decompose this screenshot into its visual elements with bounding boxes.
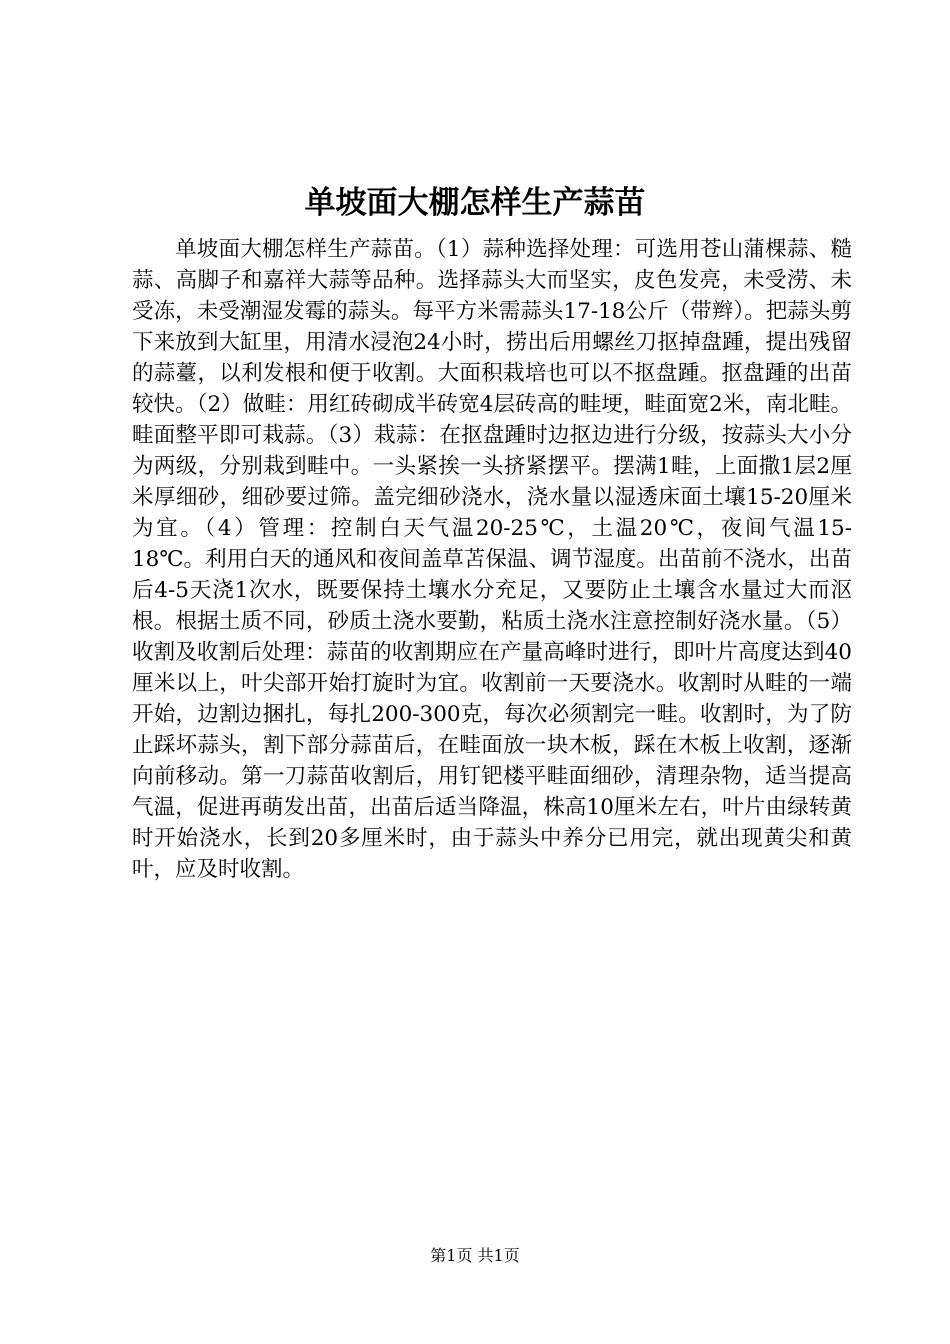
page-footer: 第1页 共1页: [430, 1246, 520, 1265]
document-title: 单坡面大棚怎样生产蒜苗: [304, 185, 646, 221]
document-body-paragraph: 单坡面大棚怎样生产蒜苗。（1）蒜种选择处理：可选用苍山蒲棵蒜、糙蒜、高脚子和嘉祥大蒜等品种。选择蒜头大而坚实，皮色发亮，未受涝、未受冻，未受潮湿发霉的蒜头。每平方米需蒜头17-18公斤（带辫）。把蒜头剪下来放到大缸里，用清水浸泡24小时，捞出后用螺丝刀抠掉盘踵，提出残留的蒜薹，以利发根和便于收割。大面积栽培也可以不抠盘踵。抠盘踵的出苗较快。（2）做畦：用红砖砌成半砖宽4层砖高的畦埂，畦面宽2米，南北畦。畦面整平即可栽蒜。（3）栽蒜：在抠盘踵时边抠边进行分级，按蒜头大小分为两级，分别栽到畦中。一头紧挨一头挤紧摆平。摆满1畦，上面撒1层2厘米厚细砂，细砂要过筛。盖完细砂浇水，浇水量以湿透床面土壤15-20厘米为宜。（4）管理：控制白天气温20-25℃，土温20℃，夜间气温15-18℃。利用白天的通风和夜间盖草苫保温、调节湿度。出苗前不浇水，出苗后4-5天浇1次水，既要保持土壤水分充足，又要防止土壤含水量过大而沤根。根据土质不同，砂质土浇水要勤，粘质土浇水注意控制好浇水量。（5）收割及收割后处理：蒜苗的收割期应在产量高峰时进行，即叶片高度达到40厘米以上，叶尖部开始打旋时为宜。收割前一天要浇水。收割时从畦的一端开始，边割边捆扎，每扎200-300克，每次必须割完一畦。收割时，为了防止踩坏蒜头，割下部分蒜苗后，在畦面放一块木板，踩在木板上收割，逐渐向前移动。第一刀蒜苗收割后，用钉钯楼平畦面细砂，清理杂物，适当提高气温，促进再萌发出苗，出苗后适当降温，株高10厘米左右，叶片由绿转黄时开始浇水，长到20多厘米时，由于蒜头中养分已用完，就出现黄尖和黄叶，应及时收割。: [132, 237, 852, 882]
